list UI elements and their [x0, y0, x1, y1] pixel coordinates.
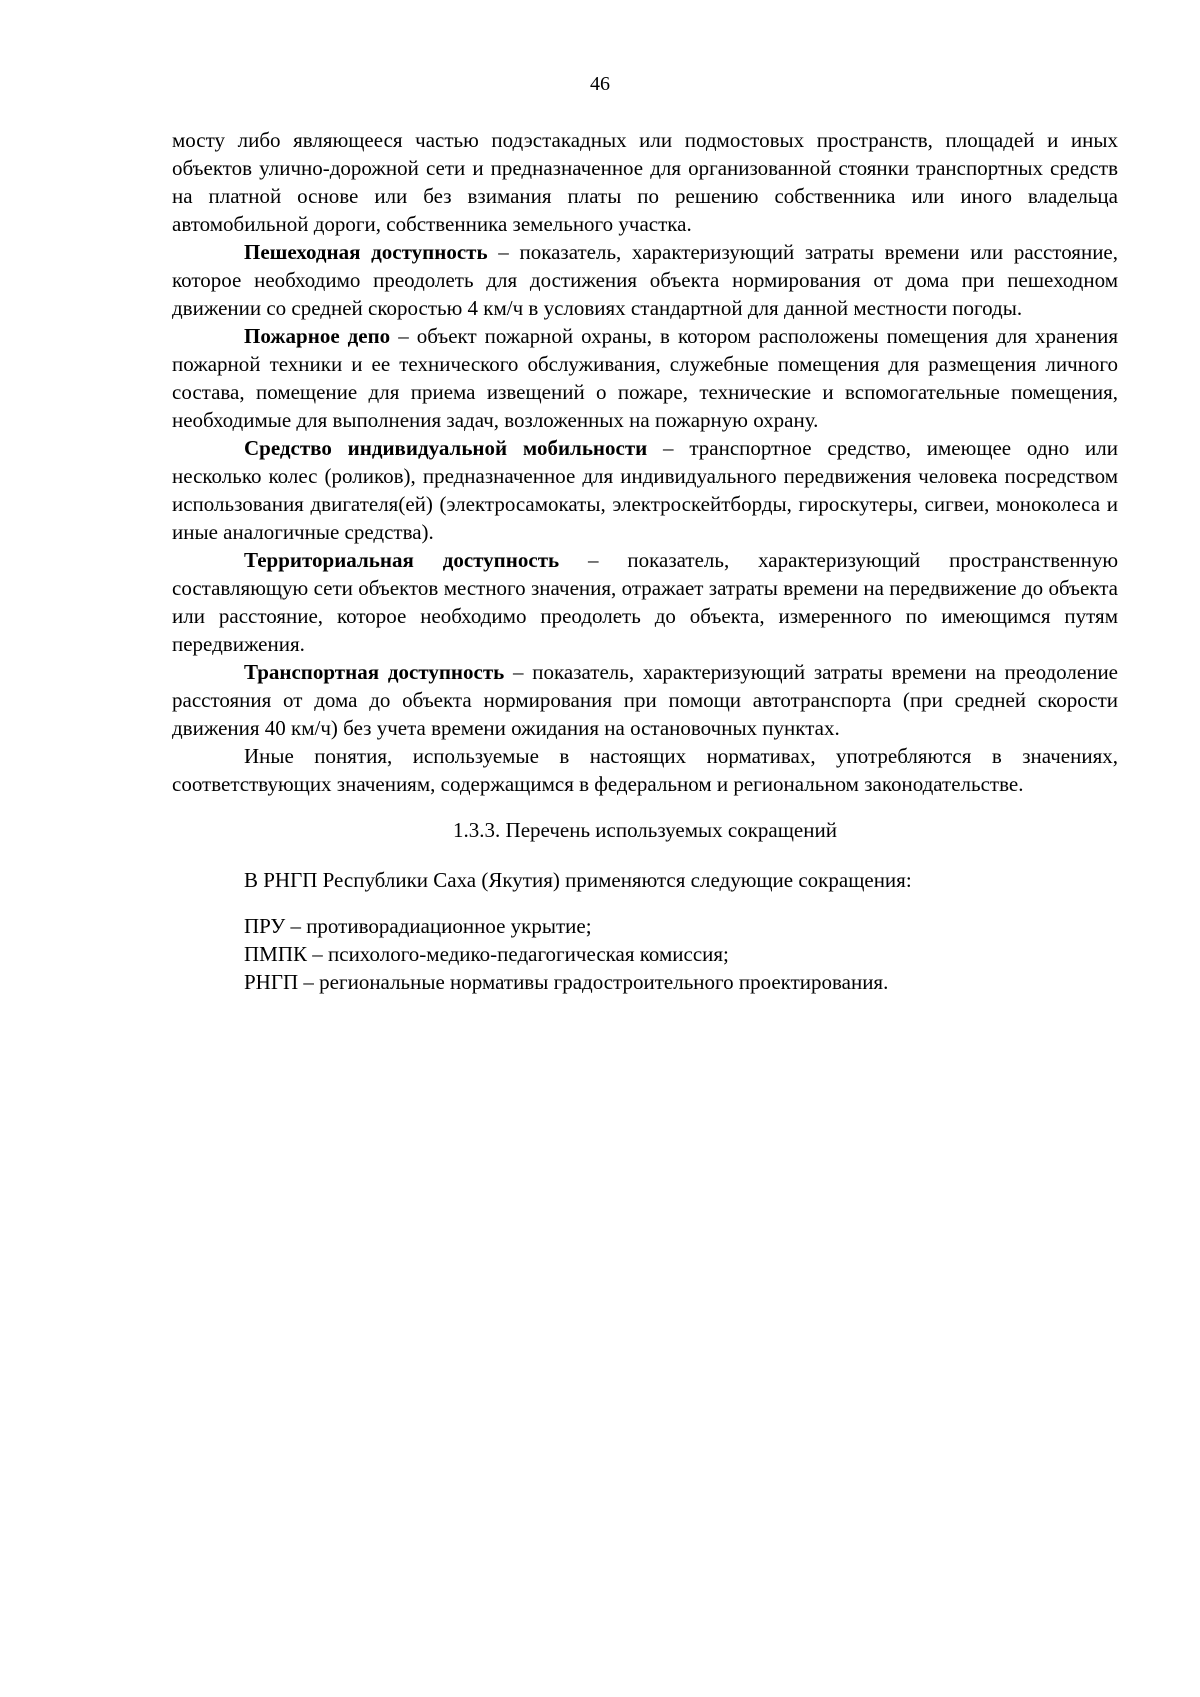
- definition-text: показатель, характеризующий пространственную составляющую сети объектов местного значения, отражает затраты времени на передвижение до объекта или расстояние, которое необходимо преодолеть до объекта, измеренного по имеющимся путям передвижения.: [172, 548, 1119, 656]
- abbreviations-list: [172, 912, 1118, 996]
- definition-dash: –: [487, 240, 520, 264]
- definition-dash: –: [504, 660, 533, 684]
- definition-text: показатель, характеризующий затраты времени на преодоление расстояния от дома до объекта нормирования при помощи автотранспорта (при средней скорости движения 40 км/ч) без учета времени ожидания на остановочных пунктах.: [172, 660, 1119, 740]
- definition-term: Средство индивидуальной мобильности: [244, 436, 648, 460]
- definition-term: Транспортная доступность: [244, 660, 505, 684]
- paragraph-other-concepts: [172, 742, 1118, 798]
- definition-dash: –: [559, 548, 628, 572]
- definition-text: транспортное средство, имеющее одно или несколько колес (роликов), предназначенное для индивидуального передвижения человека посредством использования двигателя(ей) (электросамокаты, электроскейтборды, гироскутеры, сигвеи, моноколеса и иные аналогичные средства).: [172, 436, 1118, 544]
- definition-text: показатель, характеризующий затраты времени или расстояние, которое необходимо преодолеть для достижения объекта нормирования от дома при пешеходном движении со средней скоростью 4 км/ч в условиях стандартной для данной местности погоды.: [172, 240, 1119, 320]
- definition-term: Территориальная доступность: [244, 548, 560, 572]
- abbreviations-intro: В РНГП Республики Саха (Якутия) применяются следующие сокращения:: [244, 868, 912, 892]
- definition-transport-accessibility: [172, 658, 1118, 742]
- page-number: 46: [590, 73, 610, 95]
- definition-term: Пожарное депо: [244, 324, 391, 348]
- definition-dash: –: [647, 436, 690, 460]
- paragraph-text: Иные понятия, используемые в настоящих нормативах, употребляются в значениях, соответствующих значениям, содержащимся в федеральном и региональном законодательстве.: [172, 744, 1118, 796]
- paragraph-text: мосту либо являющееся частью подэстакадных или подмостовых пространств, площадей и иных объектов улично-дорожной сети и предназначенное для организованной стоянки транспортных средств на платной основе или без взимания платы по решению собственника или иного владельца автомобильной дороги, собственника земельного участка.: [172, 128, 1118, 236]
- definition-personal-mobility-device: [172, 434, 1118, 546]
- abbreviation-item: РНГП – региональные нормативы градостроительного проектирования.: [244, 970, 889, 994]
- definition-term: Пешеходная доступность: [244, 240, 488, 264]
- paragraph-continuation: [172, 126, 1118, 238]
- abbreviation-item: ПРУ – противорадиационное укрытие;: [244, 914, 592, 938]
- definition-pedestrian-accessibility: [172, 238, 1118, 322]
- definition-fire-depot: [172, 322, 1118, 434]
- definition-text: объект пожарной охраны, в котором расположены помещения для хранения пожарной техники и ее технического обслуживания, служебные помещения для размещения личного состава, помещение для приема извещений о пожаре, технические и вспомогательные помещения, необходимые для выполнения задач, возложенных на пожарную охрану.: [172, 324, 1118, 432]
- definition-territorial-accessibility: [172, 546, 1118, 658]
- abbreviation-item: ПМПК – психолого-медико-педагогическая комиссия;: [244, 942, 729, 966]
- section-heading: 1.3.3. Перечень используемых сокращений: [453, 818, 837, 842]
- definition-dash: –: [390, 324, 417, 348]
- document-body: [172, 126, 1118, 996]
